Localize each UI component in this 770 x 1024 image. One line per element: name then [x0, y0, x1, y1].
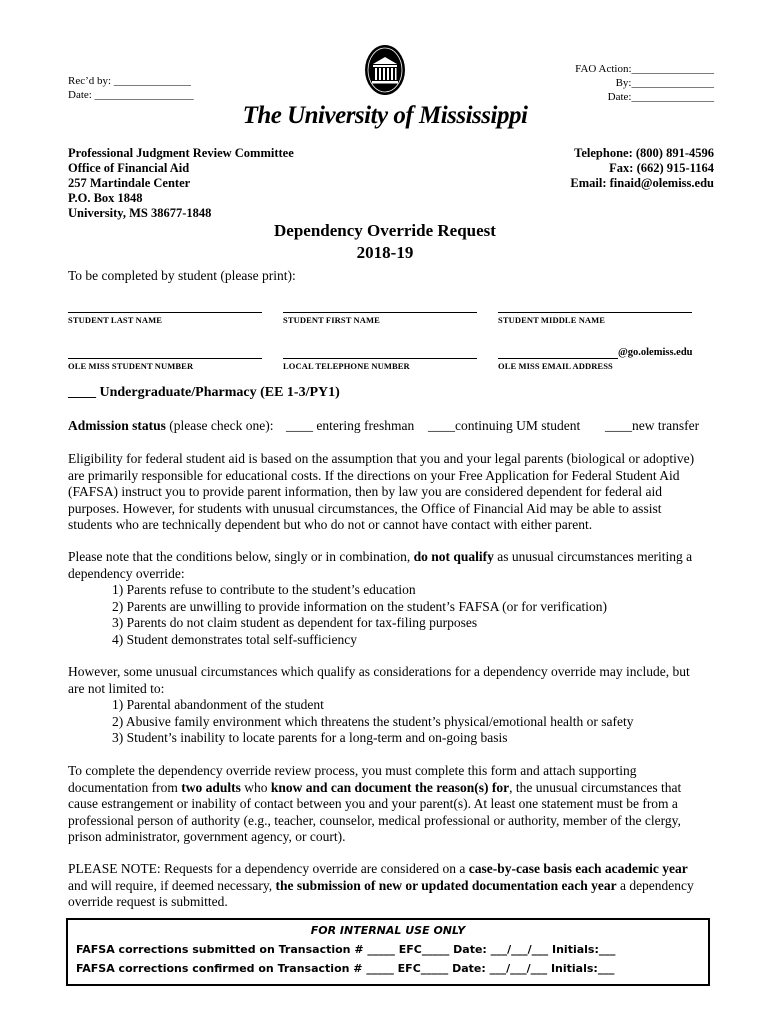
office-line: Office of Financial Aid [68, 161, 190, 175]
admission-status-row [68, 418, 718, 434]
received-by-line: Rec’d by: ______________ [68, 75, 191, 87]
not-qualify-intro: Please note that the conditions below, singly or in combination, do not qualify as unusual circumstances meriting a dependency override: [68, 549, 693, 581]
list-item: 1) Parents refuse to contribute to the student’s education [112, 582, 416, 597]
first-name-field[interactable] [283, 298, 477, 325]
qualify-section [68, 664, 704, 747]
form-year: 2018-19 [356, 243, 414, 262]
form-title-block [0, 220, 770, 264]
university-seal-icon [364, 44, 406, 96]
office-line: University, MS 38677-1848 [68, 206, 212, 220]
not-qualify-section [68, 549, 704, 648]
received-date-line: Date: __________________ [68, 89, 194, 101]
fao-action-block [575, 62, 714, 104]
completed-by-instruction: To be completed by student (please print): [68, 268, 296, 283]
fao-by-line: By:_______________ [615, 77, 714, 89]
received-by-block [68, 74, 194, 102]
option-entering-freshman[interactable]: ____ entering freshman [286, 418, 415, 433]
qualify-intro: However, some unusual circumstances which qualify as considerations for a dependency override may include, but are not limited to: [68, 664, 690, 696]
list-item: 3) Student’s inability to locate parents for a long-term and on-going basis [112, 730, 508, 745]
student-number-field[interactable] [68, 344, 262, 371]
internal-use-box [66, 918, 710, 986]
email: Email: finaid@olemiss.edu [570, 176, 714, 190]
last-name-label: STUDENT LAST NAME [68, 315, 162, 325]
telephone: Telephone: (800) 891-4596 [574, 146, 714, 160]
option-continuing-student[interactable]: ____continuing UM student [428, 418, 581, 433]
internal-use-header: FOR INTERNAL USE ONLY [310, 924, 466, 937]
fax: Fax: (662) 915-1164 [609, 161, 714, 175]
list-item: 4) Student demonstrates total self-sufficiency [112, 631, 357, 647]
list-item: 2) Parents are unwilling to provide information on the student’s FAFSA (or for verification) [112, 598, 608, 614]
local-phone-label: LOCAL TELEPHONE NUMBER [283, 361, 410, 371]
email-label: OLE MISS EMAIL ADDRESS [498, 361, 613, 371]
email-suffix: @go.olemiss.edu [618, 347, 693, 358]
local-phone-field[interactable] [283, 344, 477, 371]
admission-status-label: Admission status [68, 418, 166, 433]
fao-date-line: Date:_______________ [607, 91, 714, 103]
email-field[interactable] [498, 344, 618, 371]
corrections-submitted-row[interactable]: FAFSA corrections submitted on Transaction # _____ EFC_____ Date: ___/___/___ Initials:___ [76, 943, 616, 956]
list-item: 2) Abusive family environment which threatens the student’s physical/emotional health or safety [112, 713, 634, 729]
list-item: 3) Parents do not claim student as dependent for tax-filing purposes [112, 615, 478, 630]
admission-status-hint: (please check one): [165, 418, 274, 433]
qualify-list [68, 697, 704, 747]
middle-name-label: STUDENT MIDDLE NAME [498, 315, 606, 325]
corrections-confirmed-row[interactable]: FAFSA corrections confirmed on Transaction # _____ EFC_____ Date: ___/___/___ Initials:___ [76, 962, 615, 975]
office-address [68, 146, 294, 221]
contact-info [570, 146, 714, 191]
option-new-transfer[interactable]: ____new transfer [605, 418, 700, 433]
student-number-label: OLE MISS STUDENT NUMBER [68, 361, 194, 371]
middle-name-field[interactable] [498, 298, 692, 325]
first-name-label: STUDENT FIRST NAME [283, 315, 380, 325]
list-item: 1) Parental abandonment of the student [112, 697, 324, 712]
office-line: Professional Judgment Review Committee [68, 146, 294, 160]
office-line: 257 Martindale Center [68, 176, 191, 190]
office-line: P.O. Box 1848 [68, 191, 143, 205]
form-title: Dependency Override Request [274, 221, 496, 240]
please-note-paragraph: PLEASE NOTE: Requests for a dependency override are considered on a case-by-case basis each academic year and will require, if deemed necessary, the submission of new or updated documentation each year a dependency override request is submitted. [68, 861, 694, 909]
not-qualify-list [68, 582, 704, 648]
university-name: The University of Mississippi [242, 102, 528, 129]
documentation-paragraph: To complete the dependency override review process, you must complete this form and attach supporting documentation from two adults who know and can document the reason(s) for, the unusual circumstances that cause estrangement or inability of contact between you and your parent(s). At least one statement must be from a professional person of authority (e.g., teacher, counselor, medical professional or authority, member of the clergy, prison administrator, government agency, or court). [68, 763, 682, 844]
undergrad-pharmacy-option[interactable]: ____ Undergraduate/Pharmacy (EE 1-3/PY1) [68, 385, 340, 400]
last-name-field[interactable] [68, 298, 262, 325]
fao-action-line: FAO Action:_______________ [575, 63, 714, 75]
eligibility-paragraph: Eligibility for federal student aid is based on the assumption that you and your legal parents (biological or adoptive) are primarily responsible for educational costs. If the directions on your Free Application for Federal Student Aid (FAFSA) instruct you to provide parent information, then by law you are considered dependent for federal aid purposes. However, for students with unusual circumstances, the Office of Financial Aid may be able to assist students who are technically dependent but who do not or cannot have contact with either parent. [68, 451, 695, 532]
